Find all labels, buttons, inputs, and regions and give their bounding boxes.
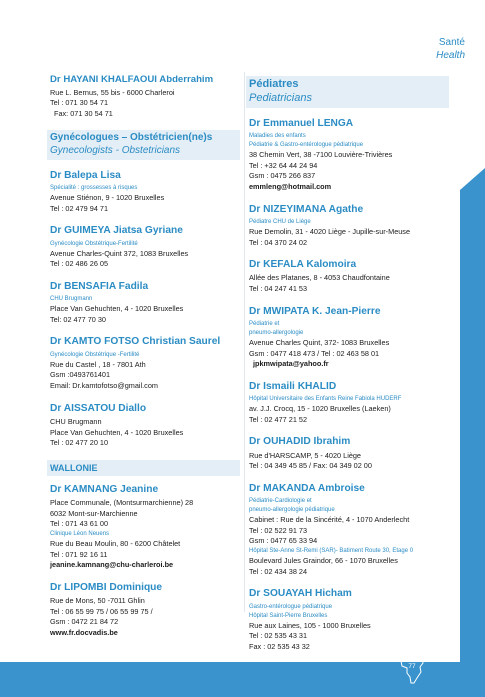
doctor-name: Dr OUHADID Ibrahim — [249, 436, 351, 448]
category-title: Pédiatres — [249, 78, 299, 90]
doctor-specialty: Maladies des enfants — [249, 133, 306, 140]
doctor-name: Dr MAKANDA Ambroise — [249, 482, 365, 494]
doctor-address: av. J.J. Crocq, 15 - 1020 Bruxelles (Laeken) — [249, 404, 391, 414]
doctor-entry-hayani — [50, 74, 240, 119]
right-column — [249, 74, 449, 664]
doctor-hospital: Hôpital Universitaire des Enfants Reine Fabiola HUDERF — [249, 396, 402, 403]
doctor-email: jeanine.kamnang@chu-charleroi.be — [50, 560, 174, 570]
region-header-wallonie: WALLONIE — [47, 460, 240, 476]
doctor-entry — [50, 403, 240, 449]
doctor-website: www.fr.docvadis.be — [50, 628, 118, 638]
doctor-specialty: pneumo-allergologie — [249, 330, 304, 336]
doctor-name: Dr HAYANI KHALFAOUI Abderrahim — [50, 74, 214, 85]
doctor-phone: Tel : 04 247 41 53 — [249, 284, 308, 294]
doctor-phone: Tel: 02 477 70 30 — [50, 314, 106, 324]
doctor-name: Dr KAMTO FOTSO Christian Saurel — [50, 336, 221, 348]
doctor-city: 6032 Mont-sur-Marchienne — [50, 508, 138, 518]
side-decoration-band — [460, 168, 485, 697]
doctor-fax: Fax: 071 30 54 71 — [54, 108, 113, 118]
doctor-address: Place Communale, (Montsurmarchienne) 28 — [50, 498, 194, 508]
doctor-phone: Tel : 02 535 43 31 — [249, 631, 308, 641]
doctor-phone: Tel : 071 92 16 11 — [50, 549, 108, 559]
doctor-phone: Tel : 02 479 94 71 — [50, 203, 109, 213]
doctor-entry — [249, 204, 449, 249]
doctor-entry — [249, 118, 449, 193]
doctor-entry — [249, 381, 449, 426]
doctor-name: Dr MWIPATA K. Jean-Pierre — [249, 305, 381, 317]
section-subtitle: Health — [436, 49, 465, 61]
doctor-email: Email: Dr.kamtofotso@gmail.com — [50, 380, 158, 390]
doctor-email: emmleng@hotmail.com — [249, 182, 332, 192]
doctor-phone: Tel : 02 434 38 24 — [249, 566, 308, 576]
doctor-address: Allée des Platanes, 8 - 4053 Chaudfontaine — [249, 273, 390, 283]
doctor-gsm: Gsm : 0475 266 837 — [249, 171, 316, 181]
doctor-phone: Tel : +32 64 44 24 94 — [249, 160, 318, 170]
doctor-entry — [50, 225, 240, 270]
doctor-address: Rue L. Bernus, 55 bis - 6000 Charleroi — [50, 87, 175, 97]
doctor-name: Dr SOUAYAH Hicham — [249, 588, 352, 600]
doctor-entry — [249, 588, 449, 652]
doctor-name: Dr BENSAFIA Fadila — [50, 280, 149, 292]
page-number: 77 — [408, 663, 416, 670]
doctor-address: Rue du Castel , 18 - 7801 Ath — [50, 359, 146, 369]
doctor-address: Avenue Charles Quint, 372- 1083 Bruxelles — [249, 338, 390, 347]
doctor-address: Rue du Beau Moulin, 80 - 6200 Châtelet — [50, 538, 181, 548]
doctor-name: Dr Balepa Lisa — [50, 169, 121, 181]
doctor-specialty: Pédiatrie-Cardiologie et — [249, 498, 312, 505]
doctor-gsm: Gsm : 0472 21 84 72 — [50, 617, 119, 627]
doctor-entry — [249, 436, 449, 472]
category-subtitle: Pediatricians — [249, 91, 312, 104]
doctor-phone: Gsm : 0477 418 473 / Tel : 02 463 58 01 — [249, 348, 380, 358]
doctor-address: Avenue Stiénon, 9 - 1020 Bruxelles — [50, 193, 165, 203]
doctor-entry — [50, 170, 240, 215]
doctor-name: Dr KEFALA Kalomoira — [249, 259, 357, 271]
doctor-address: Cabinet : Rue de la Sincérité, 4 - 1070 Anderlecht — [249, 515, 410, 525]
doctor-name: Dr Emmanuel LENGA — [249, 117, 354, 129]
africa-map-icon — [399, 653, 425, 685]
doctor-phone: Tel : 04 349 45 85 / Fax: 04 349 02 00 — [249, 461, 372, 471]
doctor-gsm: Gsm : 0477 65 33 94 — [249, 536, 318, 546]
doctor-clinic: Clinique Léon Neuens — [50, 530, 110, 537]
doctor-entry — [50, 582, 240, 639]
doctor-phone: Tel : 02 522 91 73 — [249, 525, 308, 535]
doctor-name: Dr Ismaili KHALID — [249, 380, 337, 392]
doctor-address: Rue aux Laines, 105 - 1000 Bruxelles — [249, 620, 371, 630]
doctor-hospital: Hôpital Saint-Pierre Bruxelles — [249, 612, 328, 619]
doctor-entry — [50, 484, 240, 571]
doctor-phone: Tel : 02 486 26 05 — [50, 259, 109, 269]
category-header-pediatricians — [246, 76, 449, 108]
doctor-name: Dr LIPOMBI Dominique — [50, 581, 163, 593]
doctor-phone: Tel : 02 477 21 52 — [249, 414, 308, 424]
category-subtitle: Gynecologists - Obstetricians — [50, 144, 181, 156]
doctor-phone: Tel : 06 55 99 75 / 06 55 99 75 / — [50, 606, 153, 616]
doctor-address: Avenue Charles-Quint 372, 1083 Bruxelles — [50, 248, 189, 258]
column-divider — [244, 72, 245, 612]
doctor-entry — [50, 281, 240, 326]
doctor-specialty: CHU Brugmann — [50, 296, 93, 303]
category-title: Gynécologues – Obstétricien(ne)s — [50, 132, 213, 144]
doctor-address: Boulevard Jules Graindor, 66 - 1070 Bruxelles — [249, 556, 398, 566]
doctor-address: Rue d'HARSCAMP, 5 - 4020 Liège — [249, 450, 361, 460]
doctor-phone: Tel : 071 43 61 00 — [50, 519, 109, 529]
doctor-phone: Tel : 02 477 20 10 — [50, 438, 109, 448]
doctor-name: Dr GUIMEYA Jiatsa Gyriane — [50, 225, 183, 237]
doctor-email: jpkmwipata@yahoo.fr — [253, 359, 329, 369]
category-header-gynecologists — [47, 130, 240, 160]
section-tag — [436, 37, 465, 62]
doctor-fax: Fax : 02 535 43 32 — [249, 641, 310, 651]
doctor-specialty: Gynécologie Obstétrique-Fertilité — [50, 240, 138, 247]
section-title: Santé — [438, 37, 465, 48]
doctor-name: Dr NIZEYIMANA Agathe — [249, 203, 364, 215]
doctor-hospital: Hôpital Ste-Anne St-Remi (SAR)- Batiment Route 30, Etage 0 — [249, 548, 414, 555]
doctor-specialty: pneumo-allergologie pédiatrique — [249, 507, 335, 514]
doctor-phone: Tel : 04 370 24 02 — [249, 237, 308, 247]
doctor-phone: Tel : 071 30 54 71 — [50, 98, 109, 108]
doctor-phone: Gsm :0493761401 — [50, 370, 111, 380]
doctor-entry — [249, 259, 449, 295]
doctor-specialty: Spécialité : grossesses à risques — [50, 185, 138, 192]
doctor-name: Dr KAMNANG Jeanine — [50, 483, 159, 495]
doctor-specialty: Gastro-entérologue pédiatrique — [249, 603, 333, 610]
doctor-hospital: CHU Brugmann — [50, 416, 102, 426]
doctor-specialty: Pédiatrie et — [249, 321, 280, 327]
doctor-entry — [50, 336, 240, 391]
doctor-address: Place Van Gehuchten, 4 - 1020 Bruxelles — [50, 304, 184, 314]
doctor-specialty: Pédiatre CHU de Liège — [249, 218, 311, 225]
doctor-entry — [249, 483, 449, 577]
doctor-address: Rue Demolin, 31 - 4020 Liège - Jupille-sur-Meuse — [249, 226, 411, 236]
doctor-address: Rue de Mons, 50 -7011 Ghlin — [50, 596, 145, 606]
doctor-specialty: Pédiatrie & Gastro-entérologue pédiatrique — [249, 142, 364, 149]
left-column — [50, 74, 240, 650]
doctor-address: 38 Chemin Vert, 38 -7100 Louvière-Trivières — [249, 150, 393, 160]
doctor-entry — [249, 306, 449, 370]
doctor-specialty: Gynécologie Obstétrique -Fertilité — [50, 351, 140, 358]
doctor-name: Dr AISSATOU Diallo — [50, 402, 147, 414]
doctor-address: Place Van Gehuchten, 4 - 1020 Bruxelles — [50, 427, 184, 437]
